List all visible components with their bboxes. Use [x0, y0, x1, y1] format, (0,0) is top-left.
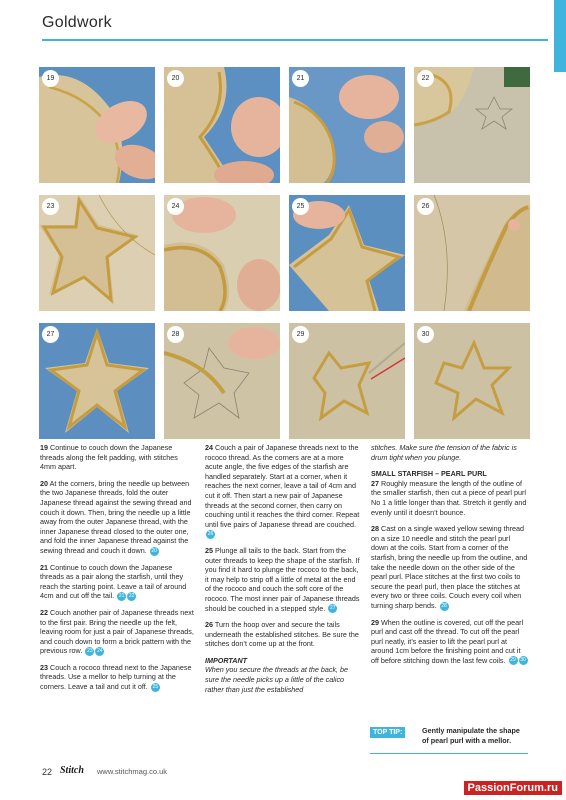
step-29-paragraph: 29 When the outline is covered, cut off the pearl purl and cast off the thread. To cut off the pearl purl neatly, it’s easier to lift the pearl purl at around 1cm before the finishing point and cut it off before stitching down the last few coils. 29 30	[371, 617, 526, 665]
step-number: 20	[167, 70, 184, 87]
photo-step-25	[289, 195, 405, 311]
photo-ref-badge: 28	[441, 602, 447, 609]
photo-step-20	[164, 67, 280, 183]
photo-ref-badge: 23	[87, 647, 93, 654]
step-19-paragraph: 19 Continue to couch down the Japanese threads along the felt padding, with stitches 4mm apart.	[40, 443, 178, 472]
photo-ref-badge: 27	[330, 605, 336, 612]
top-tip-rule	[370, 753, 528, 754]
step-23-paragraph: 23 Couch a rococo thread next to the Japanese threads. Use a mellor to help turning at the corners. Leave a tail and cut it off. 25	[40, 662, 192, 692]
step-26-paragraph: 26 Turn the hoop over and secure the tails underneath the established stitches. Be sure the stitches don’t come up at the front.	[205, 620, 359, 649]
page-number: 22	[42, 767, 53, 777]
photo-step-21	[289, 67, 405, 183]
photo-ref-badge: 24	[97, 647, 103, 654]
photo-ref-badge: 22	[128, 592, 135, 599]
photo-ref-badge: 25	[152, 683, 159, 690]
important-note: When you secure the threads at the back, be sure the needle picks up a little of the calico rather than just the established	[205, 665, 349, 694]
photo-ref-badge: 29	[510, 657, 516, 664]
step-24-paragraph: 24 Couch a pair of Japanese threads next to the rococo thread. As the corners are at a more acute angle, the five edges of the starfish are handled separately. Start at a corner, when it reaches the next corner, leave a tail of 4cm and cut it off. Then start a new pair of Japanese threads at the second corner, then carry on couching until it reaches the third corner. Repeat until five pairs of Japanese thread are couched. 26	[205, 443, 360, 537]
top-tip-box	[370, 723, 528, 757]
side-tab	[554, 0, 566, 72]
photo-step-28	[164, 323, 280, 439]
step-27-paragraph: 27 Roughly measure the length of the outline of the smaller starfish, then cut a piece of pearl purl No 1 a little longer than that. Stretch it gently and evenly until it doesn’t bounce.	[371, 478, 527, 517]
watermark: PassionForum.ru	[464, 781, 562, 795]
photo-ref-badge: 20	[151, 547, 157, 554]
photo-ref-badge: 26	[207, 530, 214, 537]
text-column-2	[205, 443, 360, 701]
step-number: 24	[167, 198, 184, 215]
photo-step-19	[39, 67, 155, 183]
photo-step-30	[414, 323, 530, 439]
important-heading: IMPORTANT	[205, 655, 248, 665]
photo-step-22	[414, 67, 530, 183]
step-22-paragraph: 22 Couch another pair of Japanese threads next to the first pair. Bring the needle up the felt, leaving room for just a pair of Japanese threads, and couch down to form a brick pattern with the previous row. 23 24	[40, 607, 194, 656]
step-number: 26	[417, 198, 434, 215]
step-number: 25	[292, 198, 309, 215]
photo-step-29	[289, 323, 405, 439]
photo-step-26	[414, 195, 530, 311]
step-28-paragraph: 28 Cast on a single waxed yellow sewing thread on a size 10 needle and stitch the pearl purl down at the coils. Start from a corner of the starfish, bring the needle up from the outline, and take the needle down on the other side of the pearl purl. Place stitches at the first two coils to secure the pearl purl, then place the stitches at every two or three coils. Couch every coil when turning sharp bends. 28	[371, 524, 528, 610]
magazine-logo: Stitch	[60, 765, 84, 776]
top-tip-label: TOP TIP:	[370, 727, 405, 738]
photo-step-23	[39, 195, 155, 311]
header-rule	[42, 39, 548, 41]
photo-grid	[39, 67, 531, 439]
step-number: 30	[417, 326, 434, 343]
section-title: Goldwork	[42, 14, 112, 31]
step-number: 21	[292, 70, 309, 87]
step-20-paragraph: 20 At the corners, bring the needle up between the two Japanese threads, fold the outer Japanese thread against the sewing thread and couch it down. Then, bring the needle up a little away from the outer Japanese thread, with the inner Japanese thread closed to the outer one, and fold the inner Japanese thread against the sewing thread and couch it down. 20	[40, 478, 192, 555]
important-note-continued: stitches. Make sure the tension of the fabric is drum tight when you plunge.	[371, 443, 517, 462]
photo-ref-badge: 30	[520, 657, 526, 664]
step-number: 28	[167, 326, 184, 343]
photo-step-24	[164, 195, 280, 311]
top-tip-text: Gently manipulate the shape of pearl purl with a mellor.	[422, 726, 520, 745]
step-21-paragraph: 21 Continue to couch down the Japanese threads as a pair along the starfish, until they reach the starting point. Leave a tail of around 4cm and cut off the tail. 21 22	[40, 562, 187, 601]
step-25-paragraph: 25 Plunge all tails to the back. Start from the outer threads to keep the shape of the starfish. If you find it hard to plunge the rococo to the back, it may help to strip off a little of metal at the end of the rococo and couch the soft core of the rococo. The most inner pair of Japanese threads should be couched in a stepped style. 27	[205, 545, 360, 613]
subheading: SMALL STARFISH – PEARL PURL	[371, 469, 487, 479]
step-number: 22	[417, 70, 434, 87]
text-column-1	[40, 443, 195, 699]
photo-step-27	[39, 323, 155, 439]
step-number: 23	[42, 198, 59, 215]
text-column-3	[371, 443, 528, 672]
photo-ref-badge: 21	[118, 592, 125, 599]
magazine-url: www.stitchmag.co.uk	[97, 767, 168, 776]
step-number: 19	[42, 70, 59, 87]
step-number: 29	[292, 326, 309, 343]
step-number: 27	[42, 326, 59, 343]
